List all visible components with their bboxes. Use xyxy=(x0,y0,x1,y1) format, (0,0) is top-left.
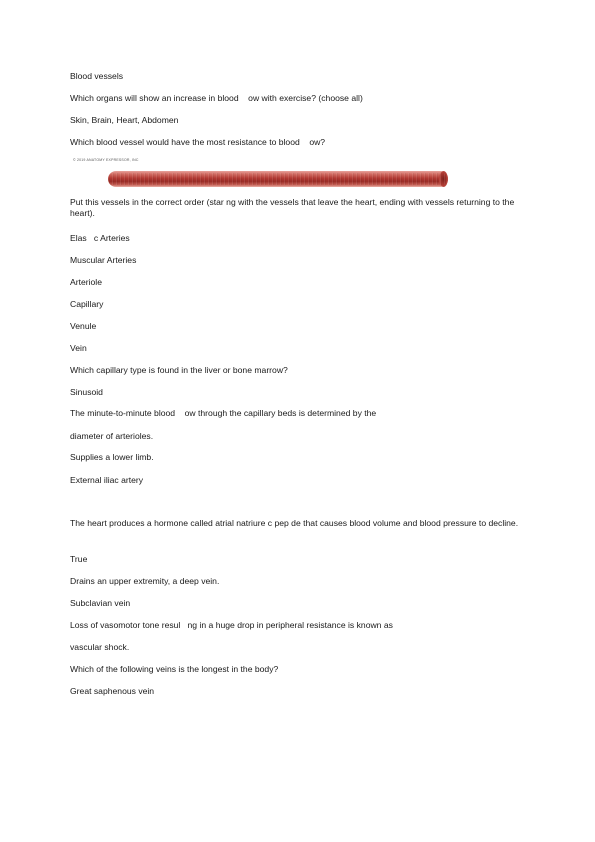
doc-line: diameter of arterioles. xyxy=(70,431,154,441)
doc-line: Drains an upper extremity, a deep vein. xyxy=(70,576,220,586)
doc-line: Vein xyxy=(70,343,87,353)
doc-line: Muscular Arteries xyxy=(70,255,137,265)
doc-line: Venule xyxy=(70,321,97,331)
doc-line: True xyxy=(70,554,88,564)
doc-line: Arteriole xyxy=(70,277,102,287)
blood-vessel-image xyxy=(108,171,448,187)
doc-line: vascular shock. xyxy=(70,642,130,652)
doc-line: Elas c Arteries xyxy=(70,233,130,243)
doc-line: Loss of vasomotor tone resul ng in a huge drop in peripheral resistance is known as xyxy=(70,620,393,630)
doc-line: Skin, Brain, Heart, Abdomen xyxy=(70,115,179,125)
blood-vessel-figure xyxy=(70,156,460,188)
doc-line: Which of the following veins is the longest in the body? xyxy=(70,664,279,674)
doc-line: Sinusoid xyxy=(70,387,103,397)
doc-line: Blood vessels xyxy=(70,71,124,81)
doc-line: Put this vessels in the correct order (star ng with the vessels that leave the heart, ending with vessels returning to the heart). xyxy=(70,197,515,218)
doc-line: The heart produces a hormone called atrial natriure c pep de that causes blood volume and blood pressure to decline. xyxy=(70,518,519,528)
doc-line: The minute-to-minute blood ow through the capillary beds is determined by the xyxy=(70,408,377,418)
doc-line: Which capillary type is found in the liver or bone marrow? xyxy=(70,365,288,375)
doc-line: Which blood vessel would have the most resistance to blood ow? xyxy=(70,137,326,147)
doc-line: Which organs will show an increase in blood ow with exercise? (choose all) xyxy=(70,93,363,103)
doc-line: Supplies a lower limb. xyxy=(70,452,154,462)
doc-line: Subclavian vein xyxy=(70,598,131,608)
vessel-lumen-end xyxy=(439,171,448,187)
figure-credit: © 2019 ANATOMY EXPRESSOR, INC xyxy=(73,158,139,162)
doc-line: External iliac artery xyxy=(70,475,144,485)
doc-line: Great saphenous vein xyxy=(70,686,155,696)
doc-line: Capillary xyxy=(70,299,104,309)
